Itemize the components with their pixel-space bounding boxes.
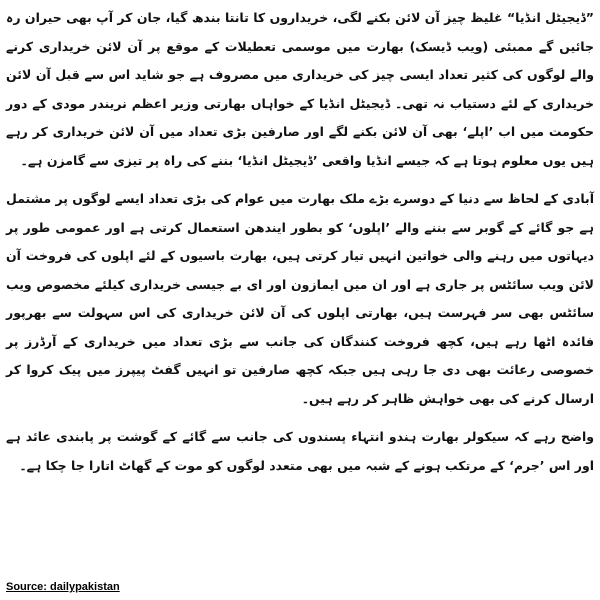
source-credit: Source: dailypakistan (6, 581, 120, 593)
article-paragraph-3: واضح رہے کہ سیکولر بھارت ہندو انتہاء پسندوں کی جانب سے گائے کے گوشت پر پابندی عائد ہے اور اس ’جرم‘ کے مرتکب ہونے کے شبہ میں بھی متعدد لوگوں کو موت کے گھاٹ اتارا جا چکا ہے۔ (6, 429, 594, 473)
article-paragraph-2: آبادی کے لحاظ سے دنیا کے دوسرے بڑے ملک بھارت میں عوام کی بڑی تعداد ایسے لوگوں پر مشتمل ہے جو گائے کے گوبر سے بننے والے ’اپلوں‘ کو بطور ایندھن استعمال کرتی ہے اور عمومی طور پر دیہاتوں میں رہنے والی خواتین انہیں تیار کرتی ہیں، بھارت باسیوں کے لئے اپلوں کی فروخت آن لائن ویب سائٹس پر جاری ہے اور ان میں ایمازون اور ای بے جیسی خریداری کیلئے مخصوص ویب سائٹس بھی سر فہرست ہیں، بھارتی اپلوں کی آن لائن خریداری کی اس سہولت سے بھرپور فائدہ اٹھا رہے ہیں، کچھ فروخت کنندگان کی جانب سے بڑی تعداد میں خریداری کے آرڈرز پر خصوصی رعائت بھی دی جا رہی ہیں جبکہ کچھ صارفین تو انہیں گفٹ پیپرز میں پیک کروا کر ارسال کرنے کی بھی خواہش ظاہر کر رہے ہیں۔ (6, 191, 594, 406)
article-paragraph-1: ”ڈیجیٹل انڈیا“ غلیظ چیز آن لائن بکنے لگی، خریداروں کا تانتا بندھ گیا، جان کر آپ بھی حیران رہ جائیں گے ممبئی (ویب ڈیسک) بھارت میں موسمی تعطیلات کے موقع پر آن لائن خریداری کرنے والے لوگوں کی کثیر تعداد ایسی چیز کی خریداری میں مصروف ہے جو شاید اس سے قبل آن لائن خریداری کے لئے دستیاب نہ تھی۔ ڈیجیٹل انڈیا کے خواہاں بھارتی وزیر اعظم نریندر مودی کے دور حکومت میں اب ’اپلے‘ بھی آن لائن بکنے لگے اور صارفین بڑی تعداد میں آن لائن خریداری کر رہے ہیں یوں معلوم ہوتا ہے کہ جیسے انڈیا واقعی ’ڈیجیٹل انڈیا‘ بننے کی راہ پر تیزی سے گامزن ہے۔ (6, 10, 594, 168)
article-body (6, 4, 594, 596)
